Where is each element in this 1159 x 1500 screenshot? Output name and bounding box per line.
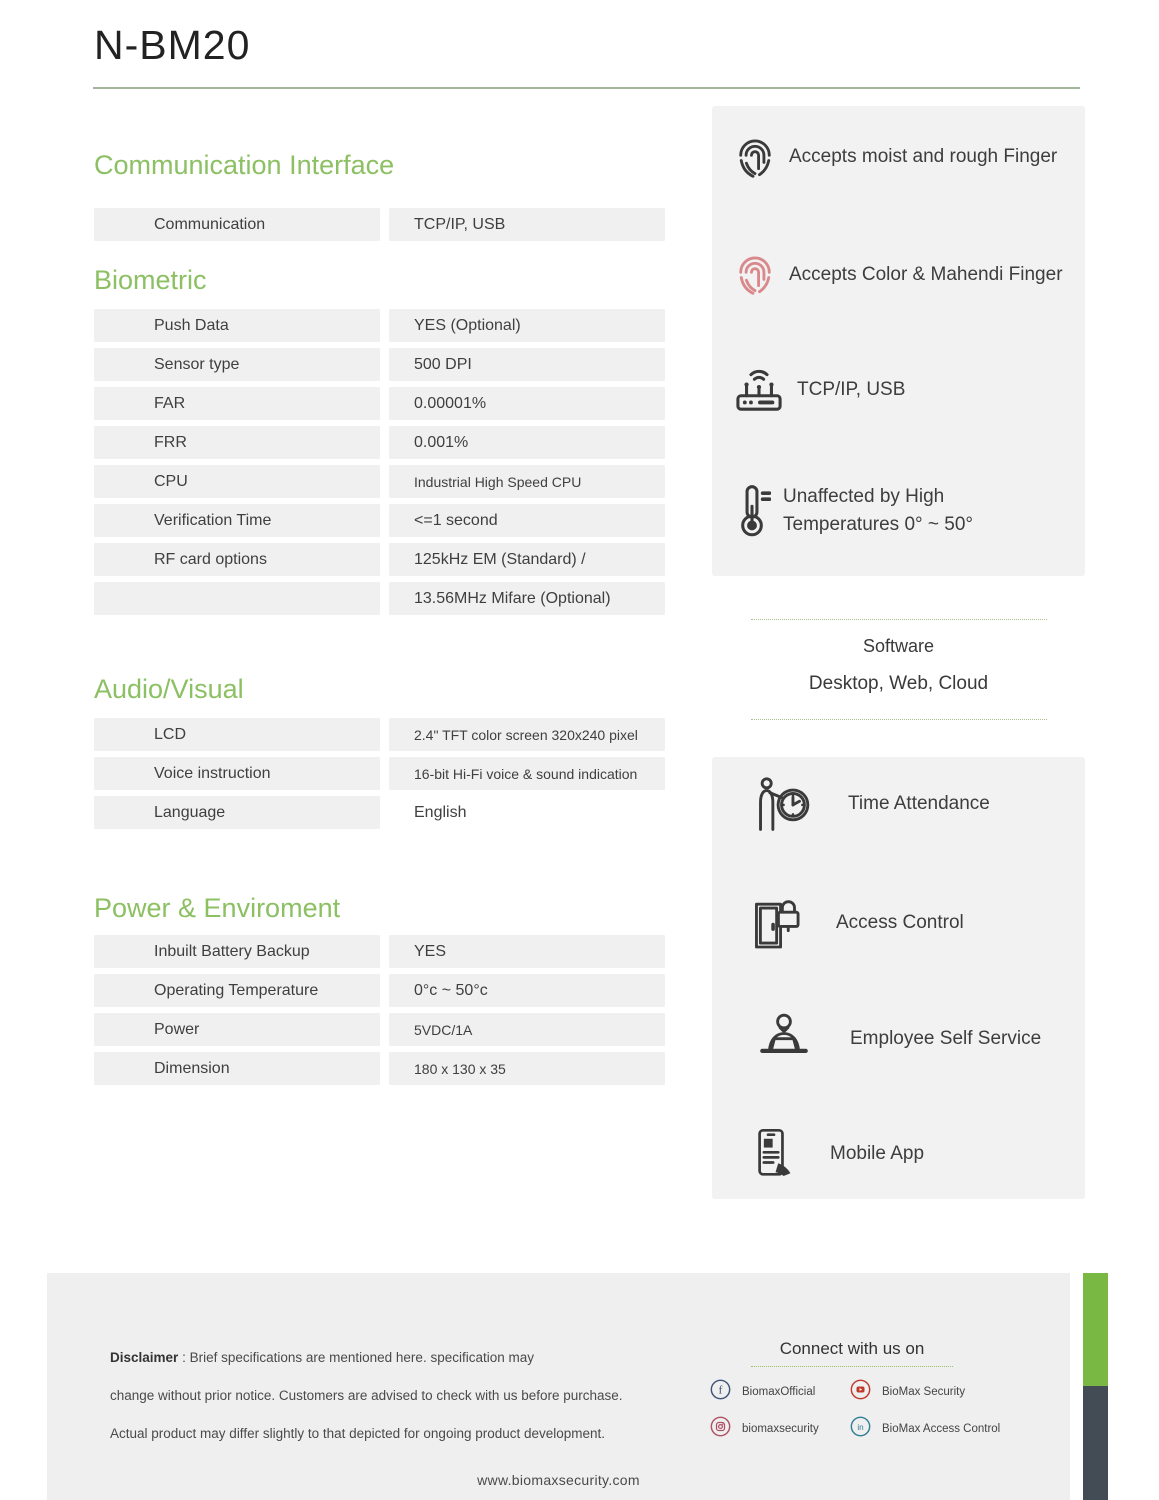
section-heading: Communication Interface	[94, 150, 395, 180]
social-label: biomaxsecurity	[742, 1423, 819, 1435]
spec-row	[94, 935, 665, 968]
spec-value: 16-bit Hi-Fi voice & sound indication	[389, 757, 665, 790]
spec-label: LCD	[94, 718, 380, 751]
linkedin-icon	[850, 1416, 871, 1442]
spec-row	[94, 426, 665, 459]
spec-table	[94, 718, 665, 829]
spec-value: <=1 second	[389, 504, 665, 537]
accent-bar-dark	[1083, 1386, 1108, 1500]
feature-item	[712, 1125, 1085, 1183]
right-panel	[712, 106, 1085, 1199]
router-icon	[733, 367, 785, 413]
spec-row	[94, 582, 665, 615]
website-link[interactable]: www.biomaxsecurity.com	[477, 1472, 640, 1488]
spec-row	[94, 387, 665, 420]
social-link[interactable]	[850, 1379, 1030, 1405]
disclaimer-line: change without prior notice. Customers are advised to check with us before purchase.	[110, 1388, 623, 1403]
spec-value: 500 DPI	[389, 348, 665, 381]
spec-row	[94, 1013, 665, 1046]
section-heading: Audio/Visual	[94, 674, 244, 704]
spec-section	[94, 263, 665, 615]
feature-text: Employee Self Service	[850, 1027, 1042, 1049]
thermometer-icon	[733, 480, 771, 542]
spec-value: 180 x 130 x 35	[389, 1052, 665, 1085]
spec-label: Power	[94, 1013, 380, 1046]
software-title: Software	[862, 636, 935, 656]
spec-label: Operating Temperature	[94, 974, 380, 1007]
disclaimer-line: Actual product may differ slightly to that depicted for ongoing product development.	[110, 1426, 606, 1441]
spec-label: Sensor type	[94, 348, 380, 381]
section-heading: Power & Enviroment	[94, 893, 341, 923]
svg-text:in: in	[857, 1422, 864, 1432]
spec-value: 0.001%	[389, 426, 665, 459]
social-label: BioMax Access Control	[882, 1423, 1001, 1435]
spec-label: Push Data	[94, 309, 380, 342]
spec-row	[94, 543, 665, 576]
spec-row	[94, 796, 665, 829]
feature-panel-bottom	[712, 757, 1085, 1199]
feature-text: Accepts moist and rough Finger	[789, 146, 1058, 168]
spec-value: YES	[389, 935, 665, 968]
spec-table	[94, 935, 665, 1085]
spec-row	[94, 1052, 665, 1085]
spec-value: English	[414, 803, 467, 821]
spec-value: 0.00001%	[389, 387, 665, 420]
feature-text: Accepts Color & Mahendi Finger	[789, 263, 1063, 285]
social-label: BioMax Security	[882, 1386, 966, 1398]
software-block	[751, 619, 1047, 720]
spec-row	[94, 348, 665, 381]
spec-value: TCP/IP, USB	[389, 208, 665, 241]
spec-row	[94, 208, 665, 241]
feature-text: Unaffected by High Temperatures 0° ~ 50°	[783, 486, 973, 535]
social-link[interactable]	[850, 1416, 1030, 1442]
spec-label: CPU	[94, 465, 380, 498]
feature-item	[712, 367, 1085, 413]
spec-value: Industrial High Speed CPU	[389, 465, 665, 498]
product-title: N-BM20	[94, 22, 251, 68]
spec-row	[94, 974, 665, 1007]
svg-text:f: f	[718, 1382, 723, 1397]
software-subtitle: Desktop, Web, Cloud	[808, 673, 989, 694]
spec-value: 125kHz EM (Standard) /	[389, 543, 665, 576]
connect-block	[702, 1339, 1002, 1442]
feature-item	[712, 1012, 1085, 1066]
spec-row	[94, 504, 665, 537]
feature-panel-top	[712, 106, 1085, 576]
spec-section	[94, 891, 665, 1085]
spec-table	[94, 208, 665, 241]
feature-item	[712, 249, 1085, 299]
spec-label: Voice instruction	[94, 757, 380, 790]
spec-section	[94, 148, 665, 241]
spec-sections	[94, 140, 665, 1091]
feature-text: Mobile App	[830, 1143, 925, 1165]
spec-row	[94, 309, 665, 342]
employee-self-service-icon	[752, 1012, 816, 1066]
feature-text: Access Control	[836, 911, 964, 933]
spec-table	[94, 309, 665, 615]
spec-value: 0°c ~ 50°c	[389, 974, 665, 1007]
fingerprint-icon	[733, 132, 777, 182]
youtube-icon	[850, 1379, 871, 1405]
spec-row	[94, 465, 665, 498]
instagram-icon	[710, 1416, 731, 1442]
fingerprint-pink-icon	[733, 249, 777, 299]
social-label: BiomaxOfficial	[742, 1386, 816, 1398]
social-links	[710, 1379, 1002, 1442]
spec-label: FAR	[94, 387, 380, 420]
feature-item	[712, 892, 1085, 952]
disclaimer-label: Disclaimer	[110, 1350, 179, 1365]
spec-value: 13.56MHz Mifare (Optional)	[389, 582, 665, 615]
feature-item	[712, 132, 1085, 182]
disclaimer	[110, 1339, 670, 1453]
social-link[interactable]	[710, 1379, 850, 1405]
connect-title: Connect with us on	[779, 1339, 925, 1358]
time-attendance-icon	[752, 775, 814, 833]
feature-item	[712, 775, 1085, 833]
spec-label: Communication	[94, 208, 380, 241]
spec-label: Inbuilt Battery Backup	[94, 935, 380, 968]
spec-row	[94, 757, 665, 790]
feature-text: TCP/IP, USB	[797, 378, 906, 400]
social-link[interactable]	[710, 1416, 850, 1442]
feature-item	[712, 480, 1085, 542]
spec-label: RF card options	[94, 543, 380, 576]
mobile-app-icon	[752, 1125, 796, 1183]
spec-label: Verification Time	[94, 504, 380, 537]
access-control-icon	[752, 892, 802, 952]
spec-section	[94, 672, 665, 829]
title-divider	[93, 87, 1080, 89]
spec-value: 5VDC/1A	[389, 1013, 665, 1046]
footer	[47, 1273, 1070, 1500]
accent-bar-green	[1083, 1273, 1108, 1386]
feature-text: Time Attendance	[848, 793, 990, 815]
section-heading: Biometric	[94, 265, 207, 295]
connect-divider	[751, 1366, 953, 1367]
spec-value: YES (Optional)	[389, 309, 665, 342]
spec-row	[94, 718, 665, 751]
spec-label: Dimension	[94, 1052, 380, 1085]
facebook-icon	[710, 1379, 731, 1405]
disclaimer-line: Disclaimer : Brief specifications are mentioned here. specification may	[110, 1350, 534, 1365]
spec-label: FRR	[94, 426, 380, 459]
spec-label	[94, 582, 380, 615]
spec-value: 2.4" TFT color screen 320x240 pixel	[389, 718, 665, 751]
spec-label: Language	[94, 796, 380, 829]
